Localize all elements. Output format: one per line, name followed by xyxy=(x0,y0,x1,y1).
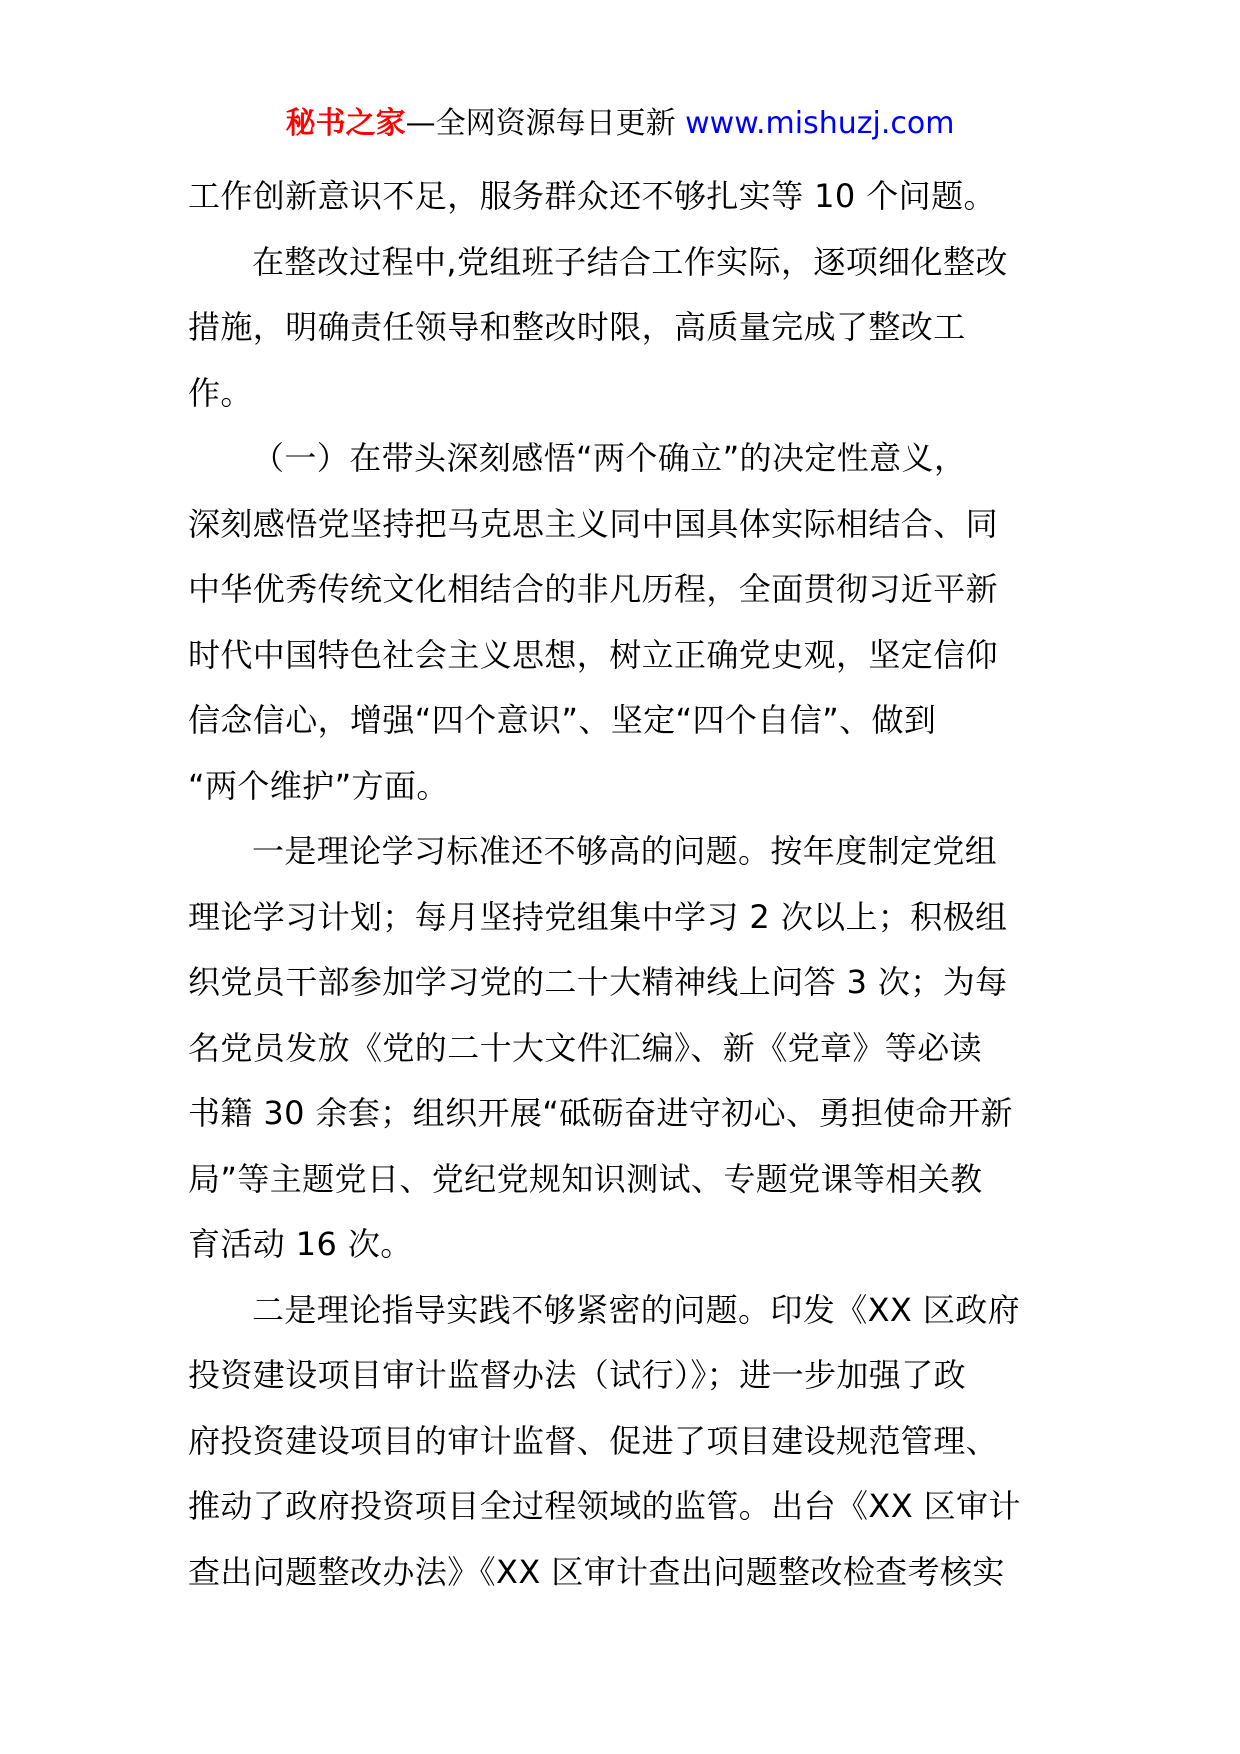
site-url-link[interactable]: www.mishuzj.com xyxy=(685,106,955,141)
paragraph-4-line-5: 书籍 30 余套；组织开展“砥砺奋进守初心、勇担使命开新 xyxy=(188,1094,1013,1132)
paragraph-5-line-4: 推动了政府投资项目全过程领域的监管。出台《XX 区审计 xyxy=(188,1487,1021,1525)
paragraph-3-line-1: （一）在带头深刻感悟“两个确立”的决定性意义， xyxy=(252,439,967,477)
paragraph-3-line-3: 中华优秀传统文化相结合的非凡历程，全面贯彻习近平新 xyxy=(188,570,999,608)
paragraph-4-line-3: 织党员干部参加学习党的二十大精神线上问答 3 次；为每 xyxy=(188,963,1008,1001)
paragraph-5-line-2: 投资建设项目审计监督办法（试行）》；进一步加强了政 xyxy=(188,1356,967,1394)
paragraph-5-line-5: 查出问题整改办法》《XX 区审计查出问题整改检查考核实 xyxy=(188,1552,1005,1591)
paragraph-4-line-6: 局”等主题党日、党纪党规知识测试、专题党课等相关教 xyxy=(188,1159,983,1198)
page-header xyxy=(0,102,1240,146)
paragraph-5-line-3: 府投资建设项目的审计监督、促进了项目建设规范管理、 xyxy=(188,1421,999,1460)
paragraph-3-line-6: “两个维护”方面。 xyxy=(188,766,449,805)
paragraph-1-line-1: 工作创新意识不足，服务群众还不够扎实等 10 个问题。 xyxy=(188,177,996,215)
document-body xyxy=(188,164,1058,1605)
paragraph-2-line-3: 作。 xyxy=(188,373,253,412)
paragraph-3-line-5: 信念信心，增强“四个意识”、坚定“四个自信”、做到 xyxy=(188,701,937,739)
paragraph-4-line-7: 育活动 16 次。 xyxy=(188,1225,413,1263)
paragraph-2-line-2: 措施，明确责任领导和整改时限，高质量完成了整改工 xyxy=(188,308,966,346)
paragraph-3-line-4: 时代中国特色社会主义思想，树立正确党史观，坚定信仰 xyxy=(188,635,999,674)
paragraph-2-line-1: 在整改过程中,党组班子结合工作实际，逐项细化整改 xyxy=(252,242,1008,281)
paragraph-5-line-1: 二是理论指导实践不够紧密的问题。印发《XX 区政府 xyxy=(252,1290,1021,1329)
paragraph-4-line-2: 理论学习计划；每月坚持党组集中学习 2 次以上；积极组 xyxy=(188,897,1008,936)
paragraph-4-line-1: 一是理论学习标准还不够高的问题。按年度制定党组 xyxy=(252,832,998,870)
brand-name: 秘书之家 xyxy=(285,106,406,141)
header-tagline: —全网资源每日更新 xyxy=(405,106,676,141)
paragraph-4-line-4: 名党员发放《党的二十大文件汇编》、新《党章》等必读 xyxy=(188,1028,983,1067)
paragraph-3-line-2: 深刻感悟党坚持把马克思主义同中国具体实际相结合、同 xyxy=(188,504,999,543)
